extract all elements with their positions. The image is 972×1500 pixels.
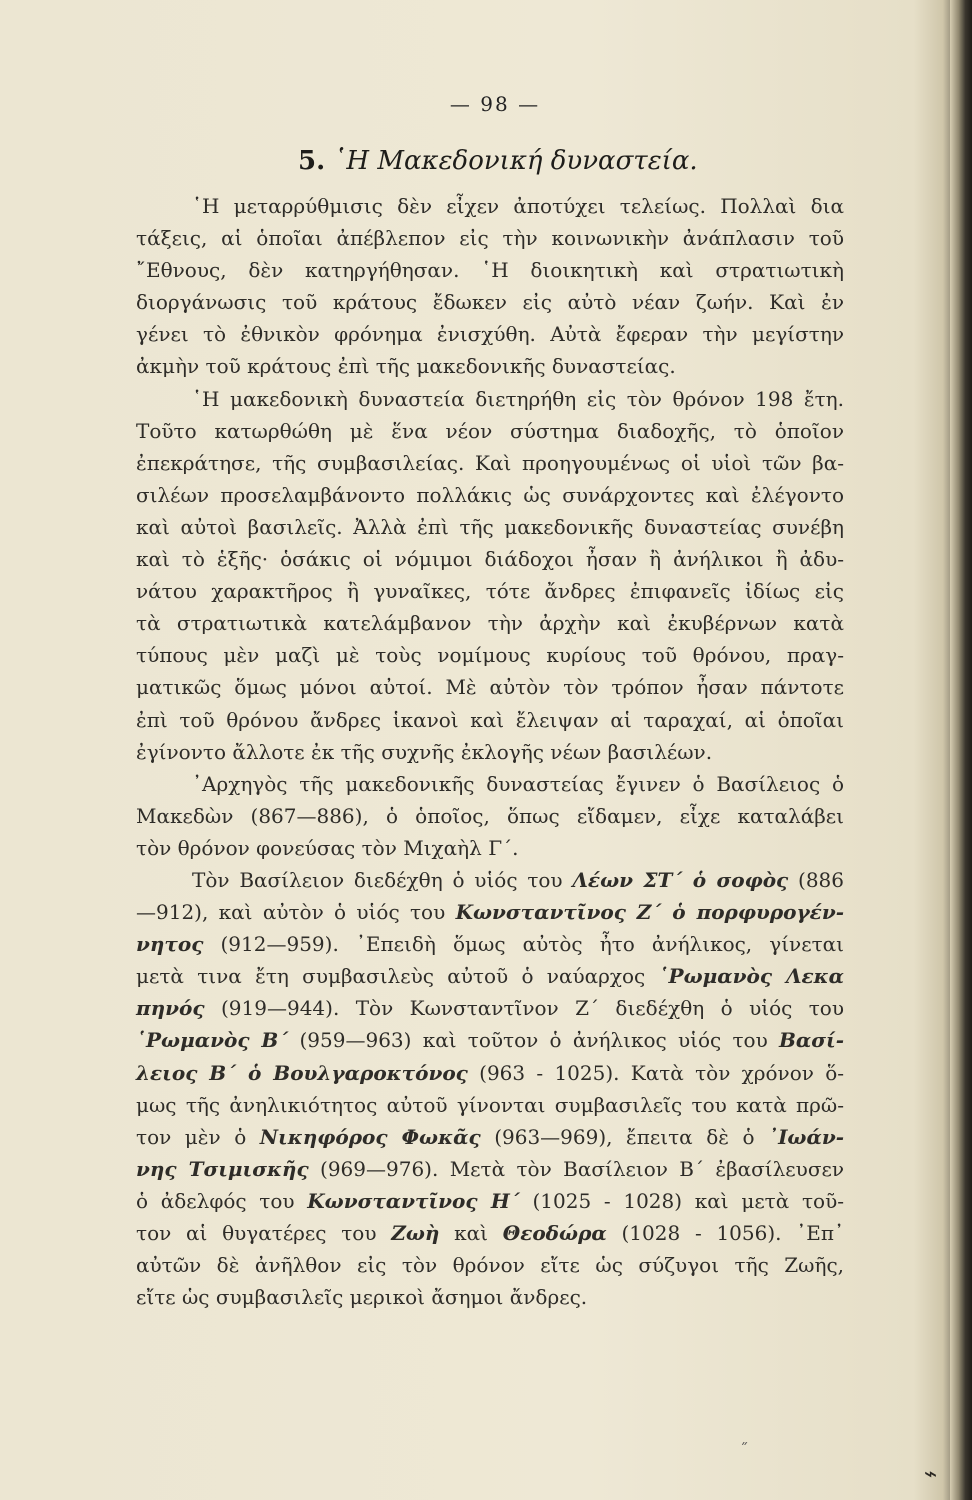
text-run: σιλέων προσελαμβάνοντο πολλάκις ὡς συνάρχοντες καὶ ἐλέγοντο xyxy=(136,482,844,507)
corner-mark: ⌁ xyxy=(924,1462,938,1487)
text-run: —912), καὶ αὐτὸν ὁ υἱός του xyxy=(136,900,456,925)
section-heading xyxy=(298,146,718,176)
emphasized-name: Κωνσταντῖνος Η΄ xyxy=(307,1188,520,1213)
text-run: ἐπεκράτησε, τῆς συμβασιλείας. Καὶ προηγουμένως οἱ υἱοὶ τῶν βα- xyxy=(136,450,844,475)
text-run: Τὸν Βασίλειον διεδέχθη ὁ υἱός του xyxy=(192,867,573,892)
text-line xyxy=(136,1057,844,1089)
stray-mark: ˝ xyxy=(740,1440,748,1459)
text-line xyxy=(136,350,844,382)
text-run: (969—976). Μετὰ τὸν Βασίλειον Β΄ ἐβασίλευσεν xyxy=(308,1156,845,1181)
text-line xyxy=(136,639,844,671)
text-line xyxy=(136,992,844,1024)
text-line xyxy=(136,832,844,864)
text-line xyxy=(136,479,844,511)
body-text xyxy=(136,190,844,1313)
text-line xyxy=(136,190,844,222)
emphasized-name: Νικηφόρος Φωκᾶς xyxy=(259,1124,481,1149)
emphasized-name: νητος xyxy=(136,932,204,957)
text-run: γένει τὸ ἐθνικὸν φρόνημα ἐνισχύθη. Αὐτὰ ἔφεραν τὴν μεγίστην xyxy=(136,322,844,347)
text-line xyxy=(136,671,844,703)
text-run: τὸν θρόνον φονεύσας τὸν Μιχαὴλ Γ΄. xyxy=(136,835,519,860)
text-line xyxy=(136,575,844,607)
text-line xyxy=(136,318,844,350)
text-line xyxy=(136,1185,844,1217)
text-run: (919—944). Τὸν Κωνσταντῖνον Ζ΄ διεδέχθη ὁ υἱός του xyxy=(204,996,844,1021)
text-line xyxy=(136,800,844,832)
text-run: ῾Η μεταρρύθμισις δὲν εἶχεν ἀποτύχει τελείως. Πολλαὶ δια xyxy=(192,194,844,218)
text-line xyxy=(136,896,844,928)
text-line xyxy=(136,1089,844,1121)
text-line xyxy=(136,704,844,736)
text-line xyxy=(136,222,844,254)
text-line xyxy=(136,447,844,479)
paragraph xyxy=(136,190,844,383)
emphasized-name: Λέων ΣΤ΄ ὁ σοφὸς xyxy=(572,867,789,892)
text-run: διοργάνωσις τοῦ κράτους ἔδωκεν εἰς αὐτὸ νέαν ζωήν. Καὶ ἐν xyxy=(136,290,844,315)
emphasized-name: Θεοδώρα xyxy=(502,1221,607,1245)
text-run: ῾Η μακεδονικὴ δυναστεία διετηρήθη εἰς τὸν θρόνον 198 ἔτη. xyxy=(192,386,844,411)
text-run: ῎Εθνους, δὲν κατηργήθησαν. ῾Η διοικητικὴ καὶ στρατιωτικὴ xyxy=(136,258,844,283)
text-run: ἐγίνοντο ἄλλοτε ἐκ τῆς συχνῆς ἐκλογῆς νέων βασιλέων. xyxy=(136,739,713,764)
text-run: τάξεις, αἱ ὁποῖαι ἀπέβλεπον εἰς τὴν κοινωνικὴν ἀνάπλασιν τοῦ xyxy=(136,226,844,251)
text-run: (1028 - 1056). ᾿Επ᾿ xyxy=(606,1221,844,1245)
text-line xyxy=(136,511,844,543)
text-run: (912—959). ᾿Επειδὴ ὅμως αὐτὸς ἦτο ἀνήλικος, γίνεται xyxy=(203,932,844,957)
text-line xyxy=(136,1153,844,1185)
text-run: (963 - 1025). Κατὰ τὸν χρόνον ὅ- xyxy=(467,1060,844,1085)
text-line xyxy=(136,286,844,318)
paragraph xyxy=(136,383,844,768)
text-line xyxy=(136,1217,844,1249)
text-run: Τοῦτο κατωρθώθη μὲ ἕνα νέον σύστημα διαδοχῆς, τὸ ὁποῖον xyxy=(136,418,844,443)
text-line xyxy=(136,607,844,639)
text-line xyxy=(136,1024,844,1056)
text-run: Μακεδὼν (867—886), ὁ ὁποῖος, ὅπως εἴδαμεν, εἶχε καταλάβει xyxy=(136,803,844,828)
page-number: — 98 — xyxy=(449,92,541,116)
text-run: ἐπὶ τοῦ θρόνου ἄνδρες ἱκανοὶ καὶ ἔλειψαν αἱ ταραχαί, αἱ ὁποῖαι xyxy=(136,707,844,732)
section-title: ῾Η Μακεδονική δυναστεία. xyxy=(333,146,698,176)
emphasized-name: ᾿Ιωάν- xyxy=(768,1124,845,1149)
text-run: ματικῶς ὅμως μόνοι αὐτοί. Μὲ αὐτὸν τὸν τρόπον ἦσαν πάντοτε xyxy=(136,675,844,700)
text-run: (1025 - 1028) καὶ μετὰ τοῦ- xyxy=(519,1188,844,1213)
emphasized-name: Βασί- xyxy=(778,1028,845,1053)
text-line xyxy=(136,415,844,447)
text-run: μετὰ τινα ἔτη συμβασιλεὺς αὐτοῦ ὁ ναύαρχος xyxy=(136,964,659,989)
text-run: (963—969), ἔπειτα δὲ ὁ xyxy=(480,1124,769,1149)
paragraph xyxy=(136,768,844,864)
text-run: (959—963) καὶ τοῦτον ὁ ἀνήλικος υἱός του xyxy=(288,1028,779,1053)
emphasized-name: πηνός xyxy=(136,996,205,1021)
text-run: εἴτε ὡς συμβασιλεῖς μερικοὶ ἄσημοι ἄνδρες. xyxy=(136,1285,588,1310)
emphasized-name: λειος Β΄ ὁ Βουλγαροκτόνος xyxy=(136,1060,468,1085)
text-run: (886 xyxy=(788,867,844,892)
text-run: τύπους μὲν μαζὶ μὲ τοὺς νομίμους κυρίους τοῦ θρόνου, πραγ- xyxy=(136,643,844,668)
text-run: ὁ ἀδελφός του xyxy=(136,1188,308,1213)
text-run: τον αἱ θυγατέρες του xyxy=(136,1221,392,1245)
text-run: καὶ τὸ ἑξῆς· ὁσάκις οἱ νόμιμοι διάδοχοι ἦσαν ἢ ἀνήλικοι ἢ ἀδυ- xyxy=(136,547,844,572)
text-run: τον μὲν ὁ xyxy=(136,1124,260,1149)
book-spine-edge xyxy=(950,0,972,1500)
text-line xyxy=(136,864,844,896)
text-line xyxy=(136,1121,844,1153)
text-line xyxy=(136,928,844,960)
text-line xyxy=(136,960,844,992)
text-line xyxy=(136,383,844,415)
text-run: ᾿Αρχηγὸς τῆς μακεδονικῆς δυναστείας ἔγινεν ὁ Βασίλειος ὁ xyxy=(192,771,844,796)
section-number: 5. xyxy=(298,146,326,176)
text-run: νάτου χαρακτῆρος ἢ γυναῖκες, τότε ἄνδρες ἐπιφανεῖς ἰδίως εἰς xyxy=(136,579,844,604)
text-line xyxy=(136,1281,844,1313)
text-line xyxy=(136,768,844,800)
emphasized-name: ῾Ρωμανὸς Λεκα xyxy=(658,964,844,989)
emphasized-name: Ζωὴ xyxy=(391,1221,440,1245)
text-run: αὐτῶν δὲ ἀνῆλθον εἰς τὸν θρόνον εἴτε ὡς σύζυγοι τῆς Ζωῆς, xyxy=(136,1253,844,1278)
emphasized-name: νης Τσιμισκῆς xyxy=(136,1156,309,1181)
text-run: μως τῆς ἀνηλικιότητος αὐτοῦ γίνονται συμβασιλεῖς του κατὰ πρῶ- xyxy=(136,1092,844,1117)
text-run: καὶ xyxy=(439,1221,503,1245)
text-run: καὶ αὐτοὶ βασιλεῖς. Ἀλλὰ ἐπὶ τῆς μακεδονικῆς δυναστείας συνέβη xyxy=(136,514,844,539)
text-run: τὰ στρατιωτικὰ κατελάμβανον τὴν ἀρχὴν καὶ ἐκυβέρνων κατὰ xyxy=(136,611,844,636)
text-run: ἀκμὴν τοῦ κράτους ἐπὶ τῆς μακεδονικῆς δυναστείας. xyxy=(136,354,676,379)
text-line xyxy=(136,543,844,575)
paragraph xyxy=(136,864,844,1313)
text-line xyxy=(136,254,844,286)
emphasized-name: Κωνσταντῖνος Ζ΄ ὁ πορφυρογέν- xyxy=(455,900,845,925)
emphasized-name: ῾Ρωμανὸς Β΄ xyxy=(136,1028,289,1053)
text-line xyxy=(136,736,844,768)
text-line xyxy=(136,1249,844,1281)
